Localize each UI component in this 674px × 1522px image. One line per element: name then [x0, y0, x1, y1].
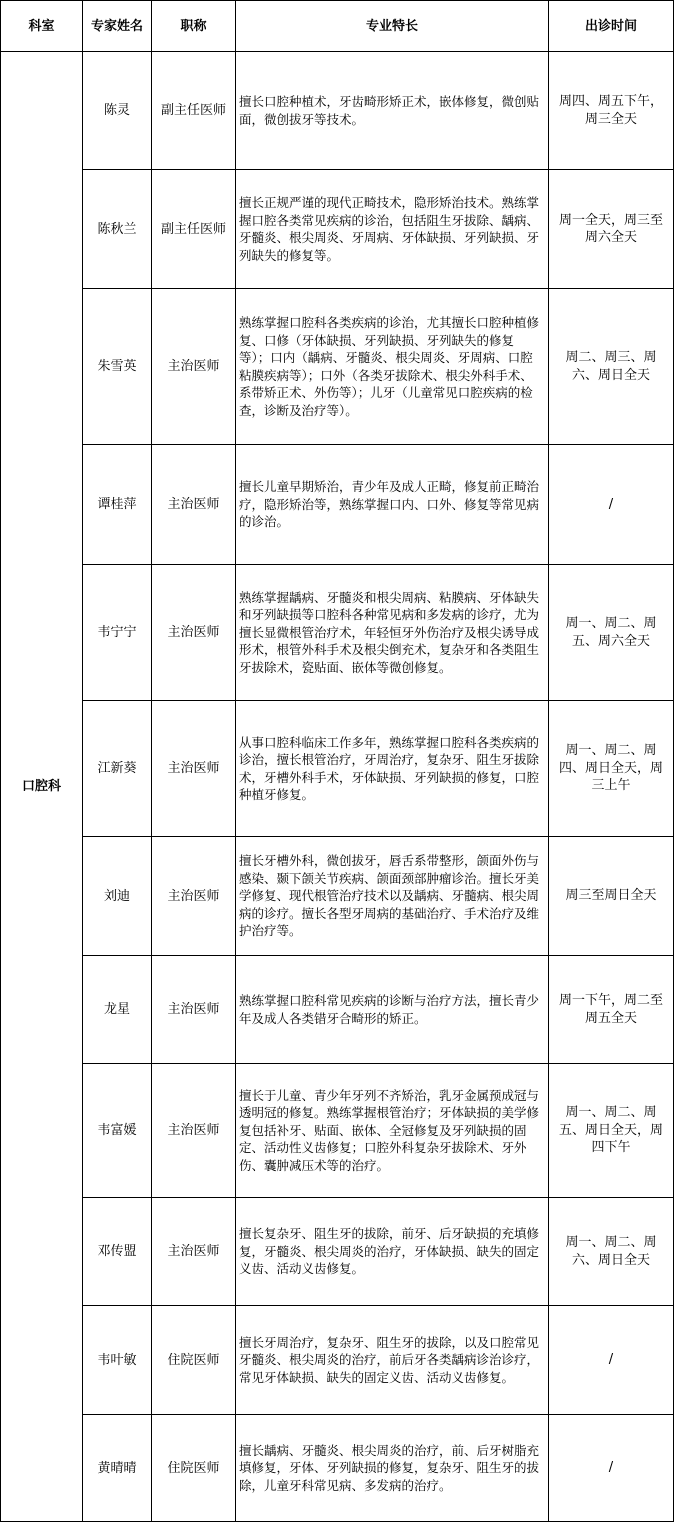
doctor-schedule: 周一下午，周二至周五全天 [549, 956, 674, 1064]
doctor-name: 龙星 [83, 956, 152, 1064]
doctor-schedule: 周一全天，周三至周六全天 [549, 170, 674, 289]
doctor-name: 陈灵 [83, 52, 152, 170]
table-row [1, 1064, 674, 1198]
doctor-specialty: 熟练掌握口腔科各类疾病的诊治，尤其擅长口腔种植修复、口修（牙体缺损、牙列缺损、牙列缺失的修复等）；口内（龋病、牙髓炎、根尖周炎、牙周病、口腔粘膜疾病等）；口外（各类牙拔除术、根尖外科手术、系带矫正术、外伤等）；儿牙（儿童常见口腔疾病的检查，诊断及治疗等）。 [236, 289, 549, 445]
doctor-specialty: 从事口腔科临床工作多年，熟练掌握口腔科各类疾病的诊治，擅长根管治疗，牙周治疗，复杂牙、阻生牙拔除术，牙槽外科手术，牙体缺损、牙列缺损的修复，口腔种植牙修复。 [236, 701, 549, 837]
doctor-schedule: 周一、周二、周四、周日全天，周三上午 [549, 701, 674, 837]
table-header-row [1, 1, 674, 52]
doctor-title: 主治医师 [152, 837, 236, 956]
doctor-schedule: 周一、周二、周五、周日全天，周四下午 [549, 1064, 674, 1198]
table-row [1, 956, 674, 1064]
doctor-schedule: 周四、周五下午，周三全天 [549, 52, 674, 170]
doctor-title: 主治医师 [152, 565, 236, 701]
doctor-name: 韦叶敏 [83, 1306, 152, 1415]
table-row [1, 1198, 674, 1306]
doctor-schedule: / [549, 1415, 674, 1522]
table-row [1, 1306, 674, 1415]
doctor-specialty: 擅长正规严谨的现代正畸技术，隐形矫治技术。熟练掌握口腔各类常见疾病的诊治，包括阻生牙拔除、龋病、牙髓炎、根尖周炎、牙周病、牙体缺损、牙列缺损、牙列缺失的修复等。 [236, 170, 549, 289]
doctor-schedule: / [549, 1306, 674, 1415]
table-row [1, 52, 674, 170]
table-row [1, 170, 674, 289]
doctor-name: 江新葵 [83, 701, 152, 837]
table-row [1, 565, 674, 701]
doctor-name: 陈秋兰 [83, 170, 152, 289]
table-row [1, 1415, 674, 1522]
doctor-name: 朱雪英 [83, 289, 152, 445]
doctor-title: 副主任医师 [152, 52, 236, 170]
doctor-name: 韦宁宁 [83, 565, 152, 701]
doctor-name: 韦富媛 [83, 1064, 152, 1198]
table-row [1, 289, 674, 445]
doctor-name: 刘迪 [83, 837, 152, 956]
doctor-title: 主治医师 [152, 956, 236, 1064]
doctor-specialty: 擅长于儿童、青少年牙列不齐矫治，乳牙金属预成冠与透明冠的修复。熟练掌握根管治疗；牙体缺损的美学修复包括补牙、贴面、嵌体、全冠修复及牙列缺损的固定、活动性义齿修复；口腔外科复杂牙拔除术、牙外伤、囊肿减压术等的治疗。 [236, 1064, 549, 1198]
header-name: 专家姓名 [83, 1, 152, 52]
table-row [1, 837, 674, 956]
doctor-title: 主治医师 [152, 445, 236, 565]
table-row [1, 701, 674, 837]
doctor-title: 主治医师 [152, 701, 236, 837]
doctor-schedule: 周一、周二、周六、周日全天 [549, 1198, 674, 1306]
doctor-name: 谭桂萍 [83, 445, 152, 565]
department-cell: 口腔科 [1, 52, 83, 1522]
doctor-title: 主治医师 [152, 1064, 236, 1198]
doctor-title: 住院医师 [152, 1415, 236, 1522]
doctor-specialty: 擅长牙槽外科，微创拔牙，唇舌系带整形，颌面外伤与感染、颞下颌关节疾病、颌面颈部肿瘤诊治。擅长牙美学修复、现代根管治疗技术以及龋病、牙髓病、根尖周病的诊疗。擅长各型牙周病的基础治疗、手术治疗及维护治疗等。 [236, 837, 549, 956]
doctor-specialty: 擅长复杂牙、阻生牙的拔除，前牙、后牙缺损的充填修复，牙髓炎、根尖周炎的治疗，牙体缺损、缺失的固定义齿、活动义齿修复。 [236, 1198, 549, 1306]
doctor-title: 主治医师 [152, 289, 236, 445]
doctor-schedule: 周一、周二、周五、周六全天 [549, 565, 674, 701]
header-specialty: 专业特长 [236, 1, 549, 52]
doctor-schedule: 周二、周三、周六、周日全天 [549, 289, 674, 445]
doctor-schedule: 周三至周日全天 [549, 837, 674, 956]
doctor-name: 邓传盟 [83, 1198, 152, 1306]
doctor-specialty: 擅长牙周治疗，复杂牙、阻生牙的拔除，以及口腔常见牙髓炎、根尖周炎的治疗，前后牙各类龋病诊治诊疗，常见牙体缺损、缺失的固定义齿、活动义齿修复。 [236, 1306, 549, 1415]
header-department: 科室 [1, 1, 83, 52]
doctor-name: 黄晴晴 [83, 1415, 152, 1522]
doctor-specialty: 熟练掌握龋病、牙髓炎和根尖周病、粘膜病、牙体缺失和牙列缺损等口腔科各种常见病和多发病的诊疗，尤为擅长显微根管治疗术，年轻恒牙外伤治疗及根尖诱导成形术，根管外科手术及根尖倒充术，复杂牙和各类阻生牙拔除术，瓷贴面、嵌体等微创修复。 [236, 565, 549, 701]
doctor-title: 副主任医师 [152, 170, 236, 289]
doctor-specialty: 熟练掌握口腔科常见疾病的诊断与治疗方法，擅长青少年及成人各类错牙合畸形的矫正。 [236, 956, 549, 1064]
header-title: 职称 [152, 1, 236, 52]
doctor-specialty: 擅长龋病、牙髓炎、根尖周炎的治疗，前、后牙树脂充填修复，牙体、牙列缺损的修复，复杂牙、阻生牙的拔除，儿童牙科常见病、多发病的治疗。 [236, 1415, 549, 1522]
doctor-specialty: 擅长口腔种植术，牙齿畸形矫正术，嵌体修复，微创贴面，微创拔牙等技术。 [236, 52, 549, 170]
doctor-schedule: / [549, 445, 674, 565]
header-schedule: 出诊时间 [549, 1, 674, 52]
doctor-specialty: 擅长儿童早期矫治，青少年及成人正畸，修复前正畸治疗，隐形矫治等，熟练掌握口内、口外、修复等常见病的诊治。 [236, 445, 549, 565]
doctor-title: 主治医师 [152, 1198, 236, 1306]
doctor-title: 住院医师 [152, 1306, 236, 1415]
table-row [1, 445, 674, 565]
